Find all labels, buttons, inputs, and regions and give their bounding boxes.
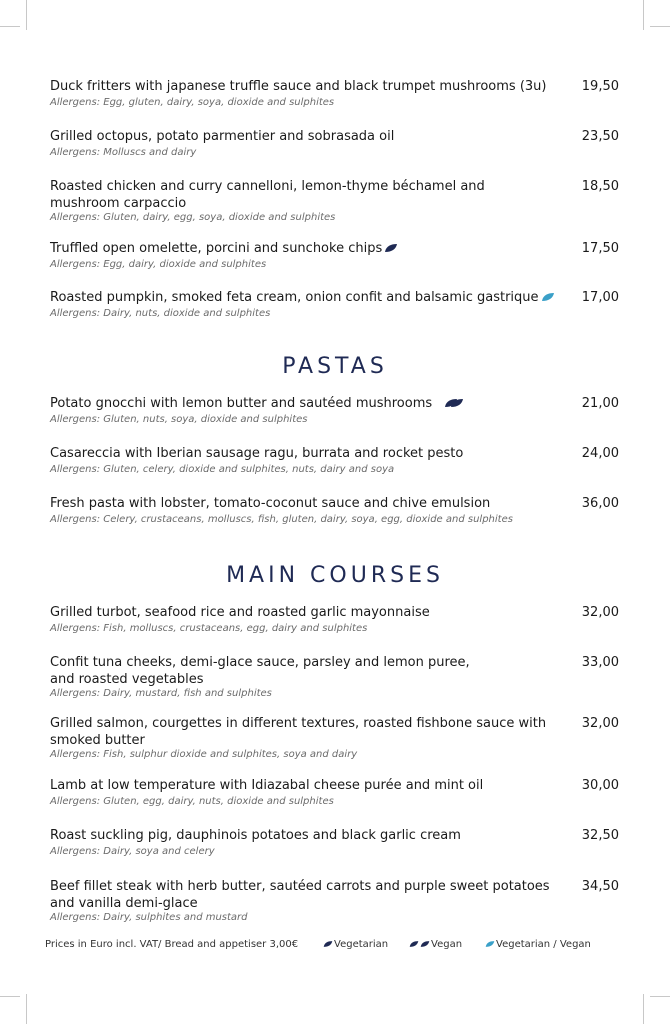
dish-price: 17,50: [581, 241, 619, 256]
crop-mark: [0, 996, 20, 997]
dish-name-wrap: [50, 395, 570, 412]
dish-price: 36,00: [581, 496, 619, 511]
menu-item: [50, 604, 662, 635]
allergens: Allergens: Dairy, nuts, dioxide and sulphites: [50, 308, 271, 319]
dish-price: 33,00: [581, 655, 619, 670]
vegetarian-vegan-leaf-icon: [485, 940, 495, 948]
dish-price: 19,50: [581, 79, 619, 94]
crop-mark: [643, 0, 644, 30]
allergens: Allergens: Fish, sulphur dioxide and sulphites, soya and dairy: [50, 749, 358, 760]
vegetarian-vegan-leaf-icon: [541, 292, 555, 302]
allergens: Allergens: Egg, dairy, dioxide and sulphites: [50, 259, 267, 270]
crop-mark: [26, 994, 27, 1024]
allergens: Allergens: Dairy, soya and celery: [50, 846, 215, 857]
allergens: Allergens: Egg, gluten, dairy, soya, dioxide and sulphites: [50, 97, 335, 108]
dish-name: Potato gnocchi with lemon butter and sautéed mushrooms: [50, 396, 433, 411]
crop-mark: [643, 994, 644, 1024]
legend-vegetarian: [323, 939, 388, 950]
menu-item: [50, 445, 662, 476]
allergens: Allergens: Dairy, mustard, fish and sulphites: [50, 688, 272, 699]
dish-name: Fresh pasta with lobster, tomato-coconut sauce and chive emulsion: [50, 496, 491, 511]
dish-price: 32,50: [581, 828, 619, 843]
section-title-pastas: PASTAS: [282, 354, 388, 379]
crop-mark: [26, 0, 27, 30]
allergens: Allergens: Fish, molluscs, crustaceans, egg, dairy and sulphites: [50, 623, 368, 634]
dish-name: Grilled octopus, potato parmentier and sobrasada oil: [50, 129, 395, 144]
dish-price: 17,00: [581, 290, 619, 305]
allergens: Allergens: Gluten, nuts, soya, dioxide and sulphites: [50, 414, 308, 425]
menu-item: [50, 178, 662, 224]
vegan-leaf-icon: [409, 940, 419, 948]
menu-item: [50, 240, 662, 271]
dish-price: 23,50: [581, 129, 619, 144]
dish-name-wrap: [50, 240, 570, 257]
menu-item: [50, 878, 662, 924]
vegan-leaf-icon: [450, 398, 464, 408]
vegetarian-leaf-icon: [323, 940, 333, 948]
dish-name: Roast suckling pig, dauphinois potatoes and black garlic cream: [50, 828, 461, 843]
prices-note: Prices in Euro incl. VAT/ Bread and appetiser 3,00€: [45, 939, 299, 950]
vegetarian-leaf-icon: [384, 243, 398, 253]
menu-item: [50, 827, 662, 858]
crop-mark: [650, 26, 670, 27]
dish-name-wrap: [50, 289, 578, 306]
allergens: Allergens: Gluten, celery, dioxide and sulphites, nuts, dairy and soya: [50, 464, 395, 475]
legend-vegetarian-vegan: [485, 939, 591, 950]
menu-item: [50, 128, 662, 159]
dish-name: Casareccia with Iberian sausage ragu, burrata and rocket pesto: [50, 446, 464, 461]
dish-price: 24,00: [581, 446, 619, 461]
vegan-leaf-icon: [420, 940, 430, 948]
dish-name: Grilled salmon, courgettes in different textures, roasted fishbone sauce with smoked butter: [50, 716, 547, 748]
dish-price: 21,00: [581, 396, 619, 411]
dish-name: Roasted chicken and curry cannelloni, lemon-thyme béchamel and mushroom carpaccio: [50, 179, 485, 211]
crop-mark: [0, 26, 20, 27]
allergens: Allergens: Molluscs and dairy: [50, 147, 197, 158]
dish-price: 18,50: [581, 179, 619, 194]
dish-name: Beef fillet steak with herb butter, sautéed carrots and purple sweet potatoes and vanilla demi-glace: [50, 879, 550, 911]
menu-item: [50, 289, 662, 320]
dish-name: Duck fritters with japanese truffle sauce and black trumpet mushrooms (3u): [50, 79, 547, 94]
dish-name: Grilled turbot, seafood rice and roasted garlic mayonnaise: [50, 605, 430, 620]
dish-price: 34,50: [581, 879, 619, 894]
legend-vegan: [409, 939, 462, 950]
dish-price: 30,00: [581, 778, 619, 793]
legend-vegetarian-label: Vegetarian: [334, 939, 389, 950]
legend-vegetarian-vegan-label: Vegetarian / Vegan: [496, 939, 591, 950]
menu-item: [50, 395, 662, 426]
menu-item: [50, 715, 662, 761]
menu-item: [50, 78, 662, 109]
dish-name: Lamb at low temperature with Idiazabal cheese purée and mint oil: [50, 778, 484, 793]
dish-name: Confit tuna cheeks, demi-glace sauce, parsley and lemon puree, and roasted vegetables: [50, 655, 470, 687]
dish-name: Truffled open omelette, porcini and sunchoke chips: [50, 241, 383, 256]
dish-price: 32,00: [581, 716, 619, 731]
dish-price: 32,00: [581, 605, 619, 620]
allergens: Allergens: Gluten, egg, dairy, nuts, dioxide and sulphites: [50, 796, 334, 807]
menu-item: [50, 777, 662, 808]
menu-item: [50, 495, 662, 526]
dish-name: Roasted pumpkin, smoked feta cream, onion confit and balsamic gastrique: [50, 290, 539, 305]
allergens: Allergens: Dairy, sulphites and mustard: [50, 912, 248, 923]
menu-item: [50, 654, 662, 700]
section-title-main-courses: MAIN COURSES: [226, 563, 444, 588]
allergens: Allergens: Celery, crustaceans, molluscs, fish, gluten, dairy, soya, egg, dioxide and sulphites: [50, 514, 513, 525]
allergens: Allergens: Gluten, dairy, egg, soya, dioxide and sulphites: [50, 212, 336, 223]
crop-mark: [650, 996, 670, 997]
legend-vegan-label: Vegan: [431, 939, 463, 950]
